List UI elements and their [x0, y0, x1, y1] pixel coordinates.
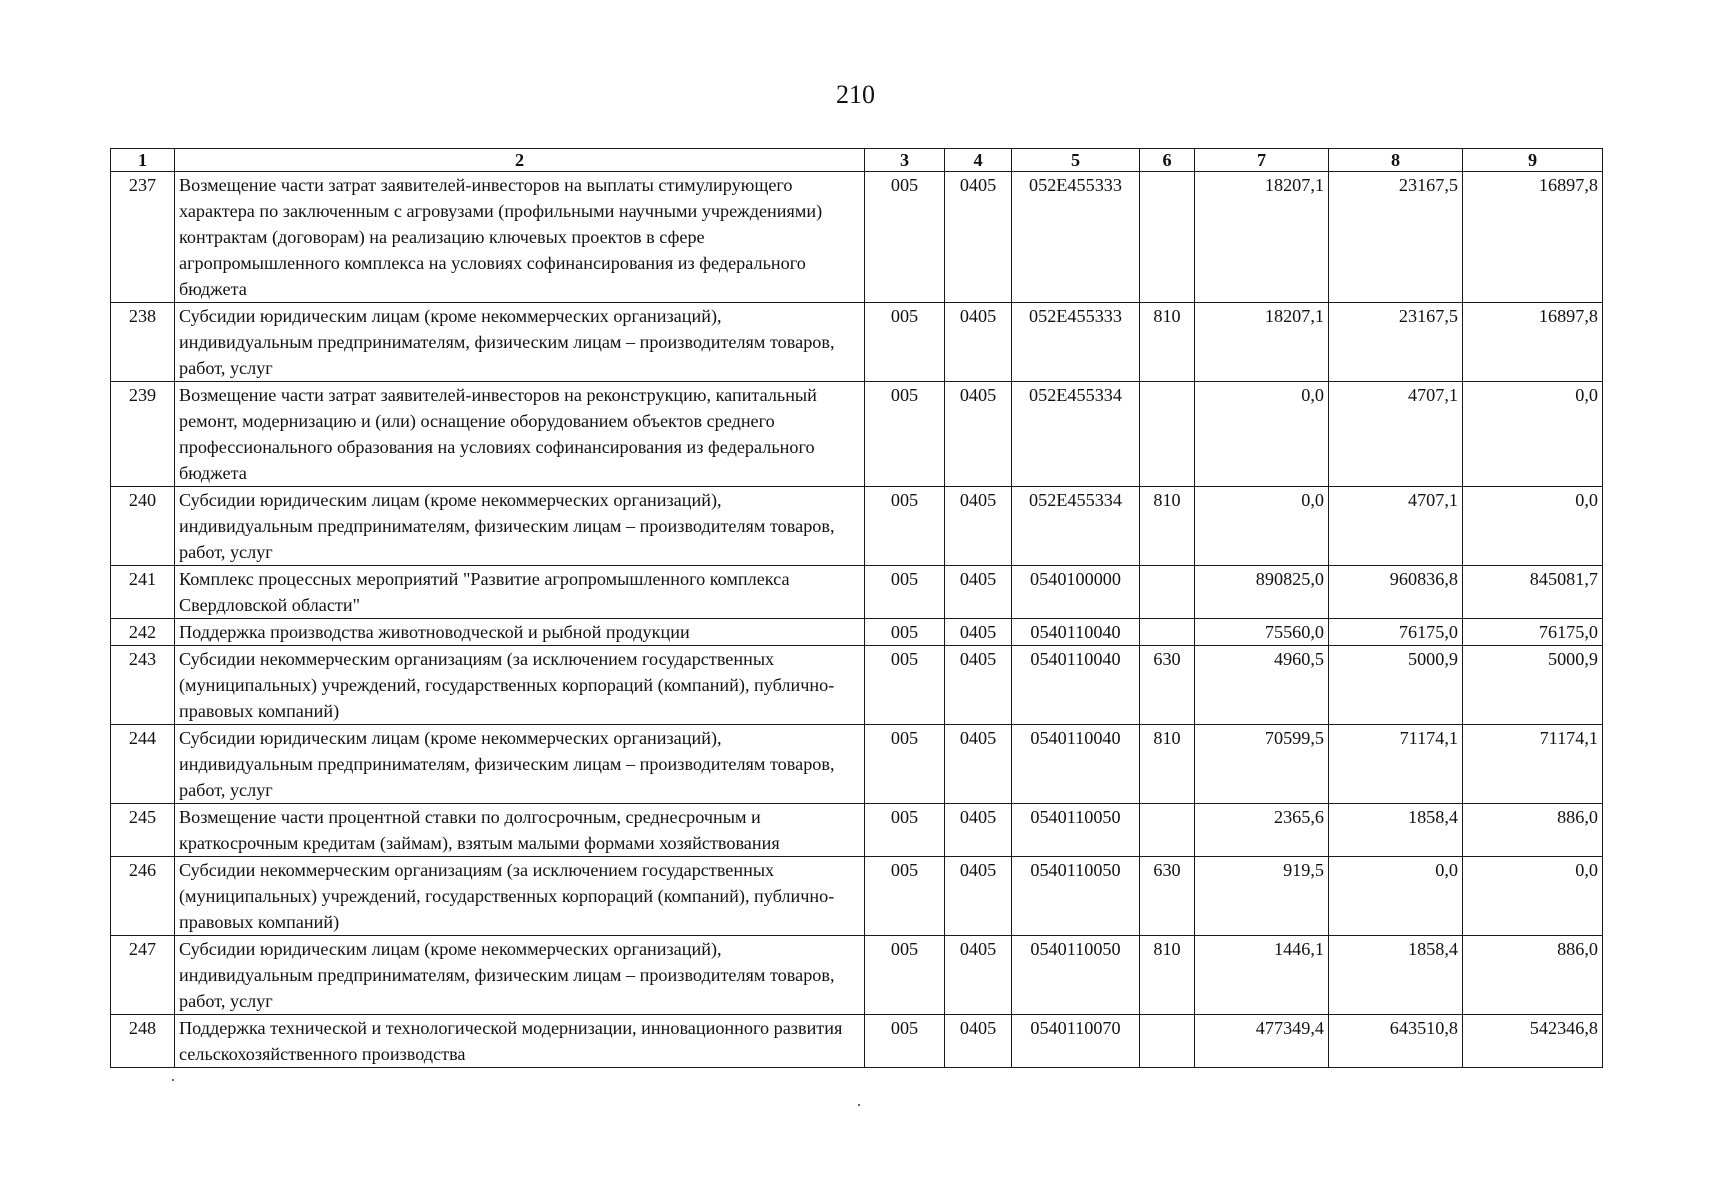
table-row	[111, 646, 1603, 725]
code-col6: 810	[1140, 725, 1195, 804]
row-name: Поддержка производства животноводческой и рыбной продукции	[175, 619, 865, 646]
code-col4: 0405	[945, 303, 1012, 382]
row-number: 243	[111, 646, 175, 725]
value-col8: 23167,5	[1329, 303, 1463, 382]
table-row	[111, 804, 1603, 857]
row-name: Субсидии юридическим лицам (кроме некоммерческих организаций), индивидуальным предпринимателям, физическим лицам – производителям товаров, работ, услуг	[175, 487, 865, 566]
column-header: 8	[1329, 149, 1463, 172]
table-row	[111, 619, 1603, 646]
row-name: Возмещение части затрат заявителей-инвесторов на выплаты стимулирующего характера по заключенным с агровузами (профильными научными учреждениями) контрактам (договорам) на реализацию ключевых проектов в сфере агропромышленного комплекса на условиях софинансирования из федерального бюджета	[175, 172, 865, 303]
value-col7: 1446,1	[1195, 936, 1329, 1015]
value-col9: 886,0	[1463, 804, 1603, 857]
value-col8: 1858,4	[1329, 804, 1463, 857]
code-col6	[1140, 382, 1195, 487]
value-col7: 477349,4	[1195, 1015, 1329, 1068]
row-number: 244	[111, 725, 175, 804]
code-col4: 0405	[945, 619, 1012, 646]
column-header: 2	[175, 149, 865, 172]
row-number: 247	[111, 936, 175, 1015]
code-col3: 005	[865, 303, 945, 382]
table-body	[111, 172, 1603, 1068]
row-number: 242	[111, 619, 175, 646]
code-col5: 0540110040	[1012, 725, 1140, 804]
value-col7: 18207,1	[1195, 172, 1329, 303]
table-row	[111, 172, 1603, 303]
code-col3: 005	[865, 646, 945, 725]
value-col8: 0,0	[1329, 857, 1463, 936]
code-col5: 0540110050	[1012, 857, 1140, 936]
column-header: 9	[1463, 149, 1603, 172]
value-col8: 643510,8	[1329, 1015, 1463, 1068]
code-col6: 810	[1140, 936, 1195, 1015]
value-col8: 960836,8	[1329, 566, 1463, 619]
code-col5: 0540110040	[1012, 646, 1140, 725]
value-col9: 542346,8	[1463, 1015, 1603, 1068]
code-col6	[1140, 172, 1195, 303]
value-col7: 919,5	[1195, 857, 1329, 936]
value-col7: 0,0	[1195, 487, 1329, 566]
value-col8: 4707,1	[1329, 487, 1463, 566]
value-col9: 5000,9	[1463, 646, 1603, 725]
code-col5: 0540110050	[1012, 804, 1140, 857]
value-col8: 76175,0	[1329, 619, 1463, 646]
code-col3: 005	[865, 1015, 945, 1068]
value-col8: 4707,1	[1329, 382, 1463, 487]
value-col9: 0,0	[1463, 487, 1603, 566]
row-name: Субсидии некоммерческим организациям (за исключением государственных (муниципальных) учреждений, государственных корпораций (компаний), публично-правовых компаний)	[175, 857, 865, 936]
value-col8: 71174,1	[1329, 725, 1463, 804]
code-col6: 810	[1140, 487, 1195, 566]
code-col4: 0405	[945, 172, 1012, 303]
header-row	[111, 149, 1603, 172]
value-col7: 18207,1	[1195, 303, 1329, 382]
row-name: Возмещение части процентной ставки по долгосрочным, среднесрочным и краткосрочным кредитам (займам), взятым малыми формами хозяйствования	[175, 804, 865, 857]
table-row	[111, 725, 1603, 804]
value-col9: 0,0	[1463, 857, 1603, 936]
value-col7: 70599,5	[1195, 725, 1329, 804]
row-number: 241	[111, 566, 175, 619]
code-col6	[1140, 804, 1195, 857]
code-col4: 0405	[945, 936, 1012, 1015]
code-col3: 005	[865, 172, 945, 303]
row-number: 246	[111, 857, 175, 936]
value-col8: 1858,4	[1329, 936, 1463, 1015]
value-col9: 886,0	[1463, 936, 1603, 1015]
table-row	[111, 1015, 1603, 1068]
scan-speck	[172, 1079, 174, 1081]
code-col5: 052E455333	[1012, 172, 1140, 303]
row-number: 237	[111, 172, 175, 303]
value-col9: 0,0	[1463, 382, 1603, 487]
code-col4: 0405	[945, 646, 1012, 725]
code-col5: 0540100000	[1012, 566, 1140, 619]
column-header: 1	[111, 149, 175, 172]
value-col9: 845081,7	[1463, 566, 1603, 619]
code-col3: 005	[865, 566, 945, 619]
code-col4: 0405	[945, 566, 1012, 619]
value-col7: 75560,0	[1195, 619, 1329, 646]
code-col5: 0540110040	[1012, 619, 1140, 646]
value-col9: 71174,1	[1463, 725, 1603, 804]
value-col7: 2365,6	[1195, 804, 1329, 857]
code-col3: 005	[865, 619, 945, 646]
code-col3: 005	[865, 857, 945, 936]
code-col3: 005	[865, 487, 945, 566]
row-name: Субсидии юридическим лицам (кроме некоммерческих организаций), индивидуальным предпринимателям, физическим лицам – производителям товаров, работ, услуг	[175, 725, 865, 804]
row-name: Комплекс процессных мероприятий "Развитие агропромышленного комплекса Свердловской области"	[175, 566, 865, 619]
code-col3: 005	[865, 725, 945, 804]
row-name: Субсидии юридическим лицам (кроме некоммерческих организаций), индивидуальным предпринимателям, физическим лицам – производителям товаров, работ, услуг	[175, 936, 865, 1015]
code-col6	[1140, 1015, 1195, 1068]
row-name: Возмещение части затрат заявителей-инвесторов на реконструкцию, капитальный ремонт, модернизацию и (или) оснащение оборудованием объектов среднего профессионального образования на условиях софинансирования из федерального бюджета	[175, 382, 865, 487]
value-col9: 16897,8	[1463, 172, 1603, 303]
code-col4: 0405	[945, 725, 1012, 804]
row-number: 240	[111, 487, 175, 566]
page-number: 210	[836, 80, 875, 109]
table-row	[111, 936, 1603, 1015]
table-row	[111, 566, 1603, 619]
row-number: 238	[111, 303, 175, 382]
code-col5: 0540110070	[1012, 1015, 1140, 1068]
code-col4: 0405	[945, 857, 1012, 936]
code-col5: 052E455334	[1012, 382, 1140, 487]
row-number: 248	[111, 1015, 175, 1068]
table-row	[111, 382, 1603, 487]
value-col9: 76175,0	[1463, 619, 1603, 646]
code-col4: 0405	[945, 1015, 1012, 1068]
value-col9: 16897,8	[1463, 303, 1603, 382]
table-row	[111, 303, 1603, 382]
value-col7: 4960,5	[1195, 646, 1329, 725]
value-col7: 0,0	[1195, 382, 1329, 487]
value-col7: 890825,0	[1195, 566, 1329, 619]
code-col3: 005	[865, 382, 945, 487]
code-col4: 0405	[945, 804, 1012, 857]
code-col4: 0405	[945, 487, 1012, 566]
code-col6	[1140, 619, 1195, 646]
value-col8: 5000,9	[1329, 646, 1463, 725]
column-header: 6	[1140, 149, 1195, 172]
row-name: Субсидии некоммерческим организациям (за исключением государственных (муниципальных) учреждений, государственных корпораций (компаний), публично-правовых компаний)	[175, 646, 865, 725]
code-col3: 005	[865, 804, 945, 857]
column-header: 7	[1195, 149, 1329, 172]
scan-speck	[858, 1104, 860, 1106]
code-col5: 052E455334	[1012, 487, 1140, 566]
code-col6	[1140, 566, 1195, 619]
code-col3: 005	[865, 936, 945, 1015]
column-header: 5	[1012, 149, 1140, 172]
value-col8: 23167,5	[1329, 172, 1463, 303]
code-col6: 630	[1140, 857, 1195, 936]
table-row	[111, 857, 1603, 936]
column-header: 3	[865, 149, 945, 172]
row-name: Поддержка технической и технологической модернизации, инновационного развития сельскохозяйственного производства	[175, 1015, 865, 1068]
row-name: Субсидии юридическим лицам (кроме некоммерческих организаций), индивидуальным предпринимателям, физическим лицам – производителям товаров, работ, услуг	[175, 303, 865, 382]
code-col4: 0405	[945, 382, 1012, 487]
column-header: 4	[945, 149, 1012, 172]
code-col6: 630	[1140, 646, 1195, 725]
table-row	[111, 487, 1603, 566]
code-col5: 0540110050	[1012, 936, 1140, 1015]
row-number: 245	[111, 804, 175, 857]
row-number: 239	[111, 382, 175, 487]
code-col5: 052E455333	[1012, 303, 1140, 382]
budget-table	[110, 148, 1603, 1068]
code-col6: 810	[1140, 303, 1195, 382]
